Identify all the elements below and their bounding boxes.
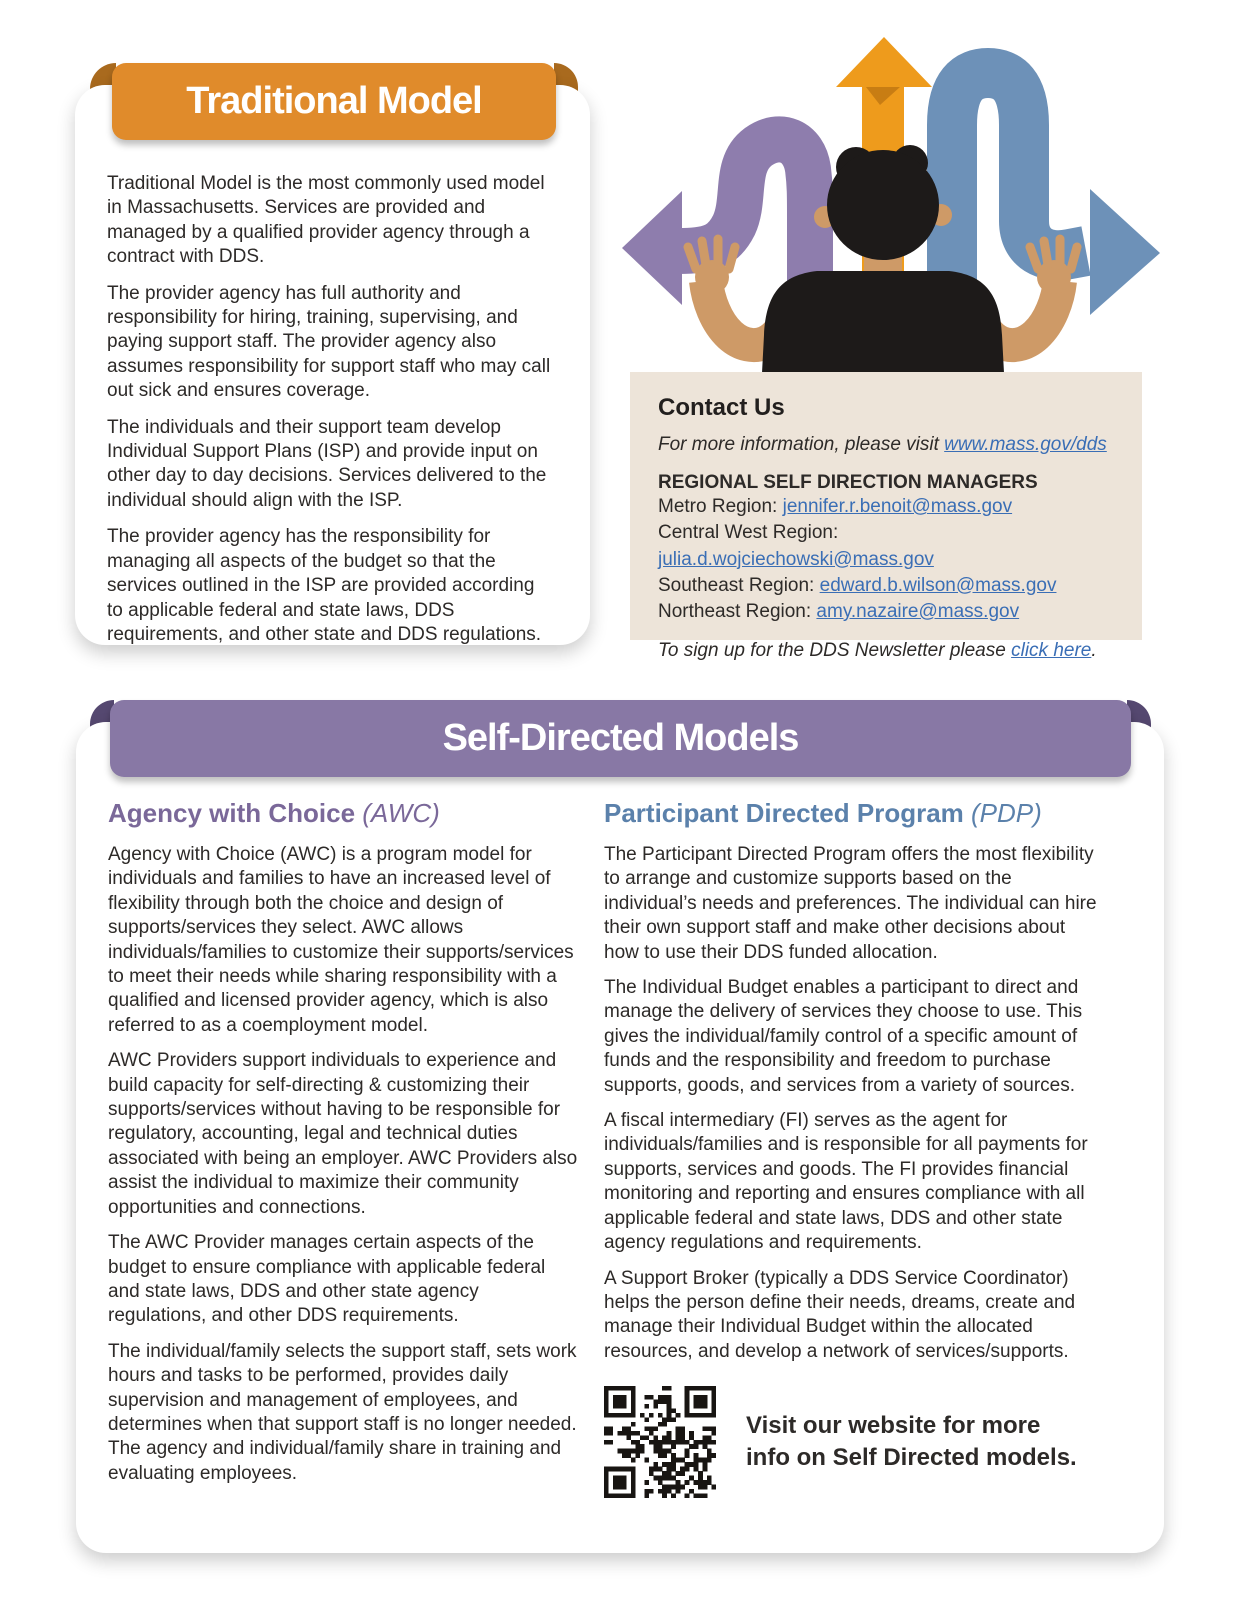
email-link[interactable]: julia.d.wojciechowski@mass.gov bbox=[658, 548, 934, 570]
traditional-card-body bbox=[75, 85, 590, 645]
newsletter-link[interactable]: click here bbox=[1011, 640, 1092, 662]
traditional-paragraph: The provider agency has full authority and responsibility for hiring, training, supervising, and paying support staff. The provider agency also assumes responsibility for support staff who may call out sick and ensures coverage. bbox=[107, 282, 551, 402]
newsletter-period: . bbox=[1091, 640, 1097, 662]
pdp-paragraph: The Participant Directed Program offers the most flexibility to arrange and customize supports based on the individual’s needs and preferences. The individual can hire their own support staff and make other decisions about how to use their DDS funded allocation. bbox=[604, 844, 1097, 963]
self-directed-title: Self-Directed Models bbox=[442, 717, 799, 759]
pdp-paragraph: A Support Broker (typically a DDS Service Coordinator) helps the person define their needs, dreams, create and manage their Individual Budget within the allocated resources, and develop a network of services/supports. bbox=[604, 1267, 1076, 1362]
email-link[interactable]: edward.b.wilson@mass.gov bbox=[819, 574, 1057, 596]
region-label: Metro Region: bbox=[658, 496, 783, 518]
awc-column bbox=[108, 798, 578, 1553]
newsletter-note bbox=[658, 640, 1114, 662]
pdp-abbr: (PDP) bbox=[971, 798, 1042, 828]
awc-heading-text: Agency with Choice bbox=[108, 798, 363, 828]
pdp-column bbox=[604, 798, 1104, 1553]
self-directed-ribbon bbox=[110, 700, 1131, 777]
person-shrugging-illustration bbox=[612, 25, 1165, 373]
manager-row bbox=[658, 494, 1114, 520]
traditional-title: Traditional Model bbox=[186, 80, 482, 122]
awc-paragraph: Agency with Choice (AWC) is a program model for individuals and families to have an increased level of flexibility through both the choice and design of supports/services they select. AWC allows individuals/families to customize their supports/services to meet their needs while sharing responsibility with a qualified and licensed provider agency, which is also referred to as a coemployment model. bbox=[108, 844, 574, 1036]
region-label: Northeast Region: bbox=[658, 600, 817, 622]
email-link[interactable]: amy.nazaire@mass.gov bbox=[816, 600, 1020, 622]
regional-managers-heading: REGIONAL SELF DIRECTION MANAGERS bbox=[658, 472, 1038, 494]
awc-paragraph: The individual/family selects the support staff, sets work hours and tasks to be performed, provides daily supervision and management of employees, and determines when that support staff is no longer needed. The agency and individual/family share in training and evaluating employees. bbox=[108, 1340, 577, 1484]
contact-box bbox=[630, 372, 1142, 662]
self-directed-models-card bbox=[76, 700, 1164, 1553]
manager-row bbox=[658, 520, 1114, 572]
contact-intro-text: For more information, please visit bbox=[658, 434, 945, 455]
traditional-model-card bbox=[75, 63, 590, 645]
region-label: Southeast Region: bbox=[658, 574, 820, 596]
traditional-paragraph: The provider agency has the responsibility for managing all aspects of the budget so that the services outlined in the ISP are provided according to applicable federal and state laws, DDS requirements, and other state and DDS regulations. bbox=[107, 526, 542, 645]
self-directed-card-body bbox=[76, 722, 1164, 1553]
awc-heading bbox=[108, 798, 578, 829]
region-label: Central West Region: bbox=[658, 522, 839, 544]
mass-gov-link[interactable]: www.mass.gov/dds bbox=[944, 434, 1107, 455]
pdp-heading bbox=[604, 798, 1104, 829]
newsletter-text: To sign up for the DDS Newsletter please bbox=[658, 640, 1012, 662]
traditional-ribbon bbox=[112, 63, 556, 140]
traditional-paragraph: The individuals and their support team develop Individual Support Plans (ISP) and provide input on other day to day decisions. Services delivered to the individual should align with the ISP. bbox=[107, 416, 547, 511]
traditional-paragraph: Traditional Model is the most commonly used model in Massachusetts. Services are provided and managed by a qualified provider agency through a contract with DDS. bbox=[107, 173, 545, 268]
qr-row bbox=[604, 1386, 1104, 1498]
qr-code bbox=[604, 1386, 716, 1498]
pdp-paragraph: The Individual Budget enables a participant to direct and manage the delivery of services they choose to use. This gives the individual/family control of a specific amount of funds and the responsibility and freedom to purchase supports, goods, and services from a variety of sources. bbox=[604, 977, 1083, 1096]
awc-abbr: (AWC) bbox=[362, 798, 440, 828]
qr-caption: Visit our website for more info on Self Directed models. bbox=[746, 1411, 1077, 1472]
awc-paragraph: AWC Providers support individuals to experience and build capacity for self-directing & customizing their supports/services without having to be responsible for regulatory, accounting, legal and technical duties associated with being an employer. AWC Providers also assist the individual to maximize their community opportunities and connections. bbox=[108, 1050, 578, 1218]
direction-arrows-figure bbox=[612, 25, 1165, 373]
email-link[interactable]: jennifer.r.benoit@mass.gov bbox=[782, 496, 1013, 518]
contact-intro bbox=[658, 432, 1114, 457]
manager-row bbox=[658, 599, 1114, 625]
awc-paragraph: The AWC Provider manages certain aspects of the budget to ensure compliance with applicable federal and state laws, DDS and other state agency regulations, and other DDS requirements. bbox=[108, 1232, 546, 1327]
pdp-heading-text: Participant Directed Program bbox=[604, 798, 971, 828]
contact-title: Contact Us bbox=[658, 394, 785, 421]
manager-row bbox=[658, 573, 1114, 599]
pdp-paragraph: A fiscal intermediary (FI) serves as the agent for individuals/families and is responsible for all payments for supports, services and goods. The FI provides financial monitoring and reporting and ensures compliance with all applicable federal and state laws, DDS and other state agency regulations and requirements. bbox=[604, 1110, 1088, 1254]
